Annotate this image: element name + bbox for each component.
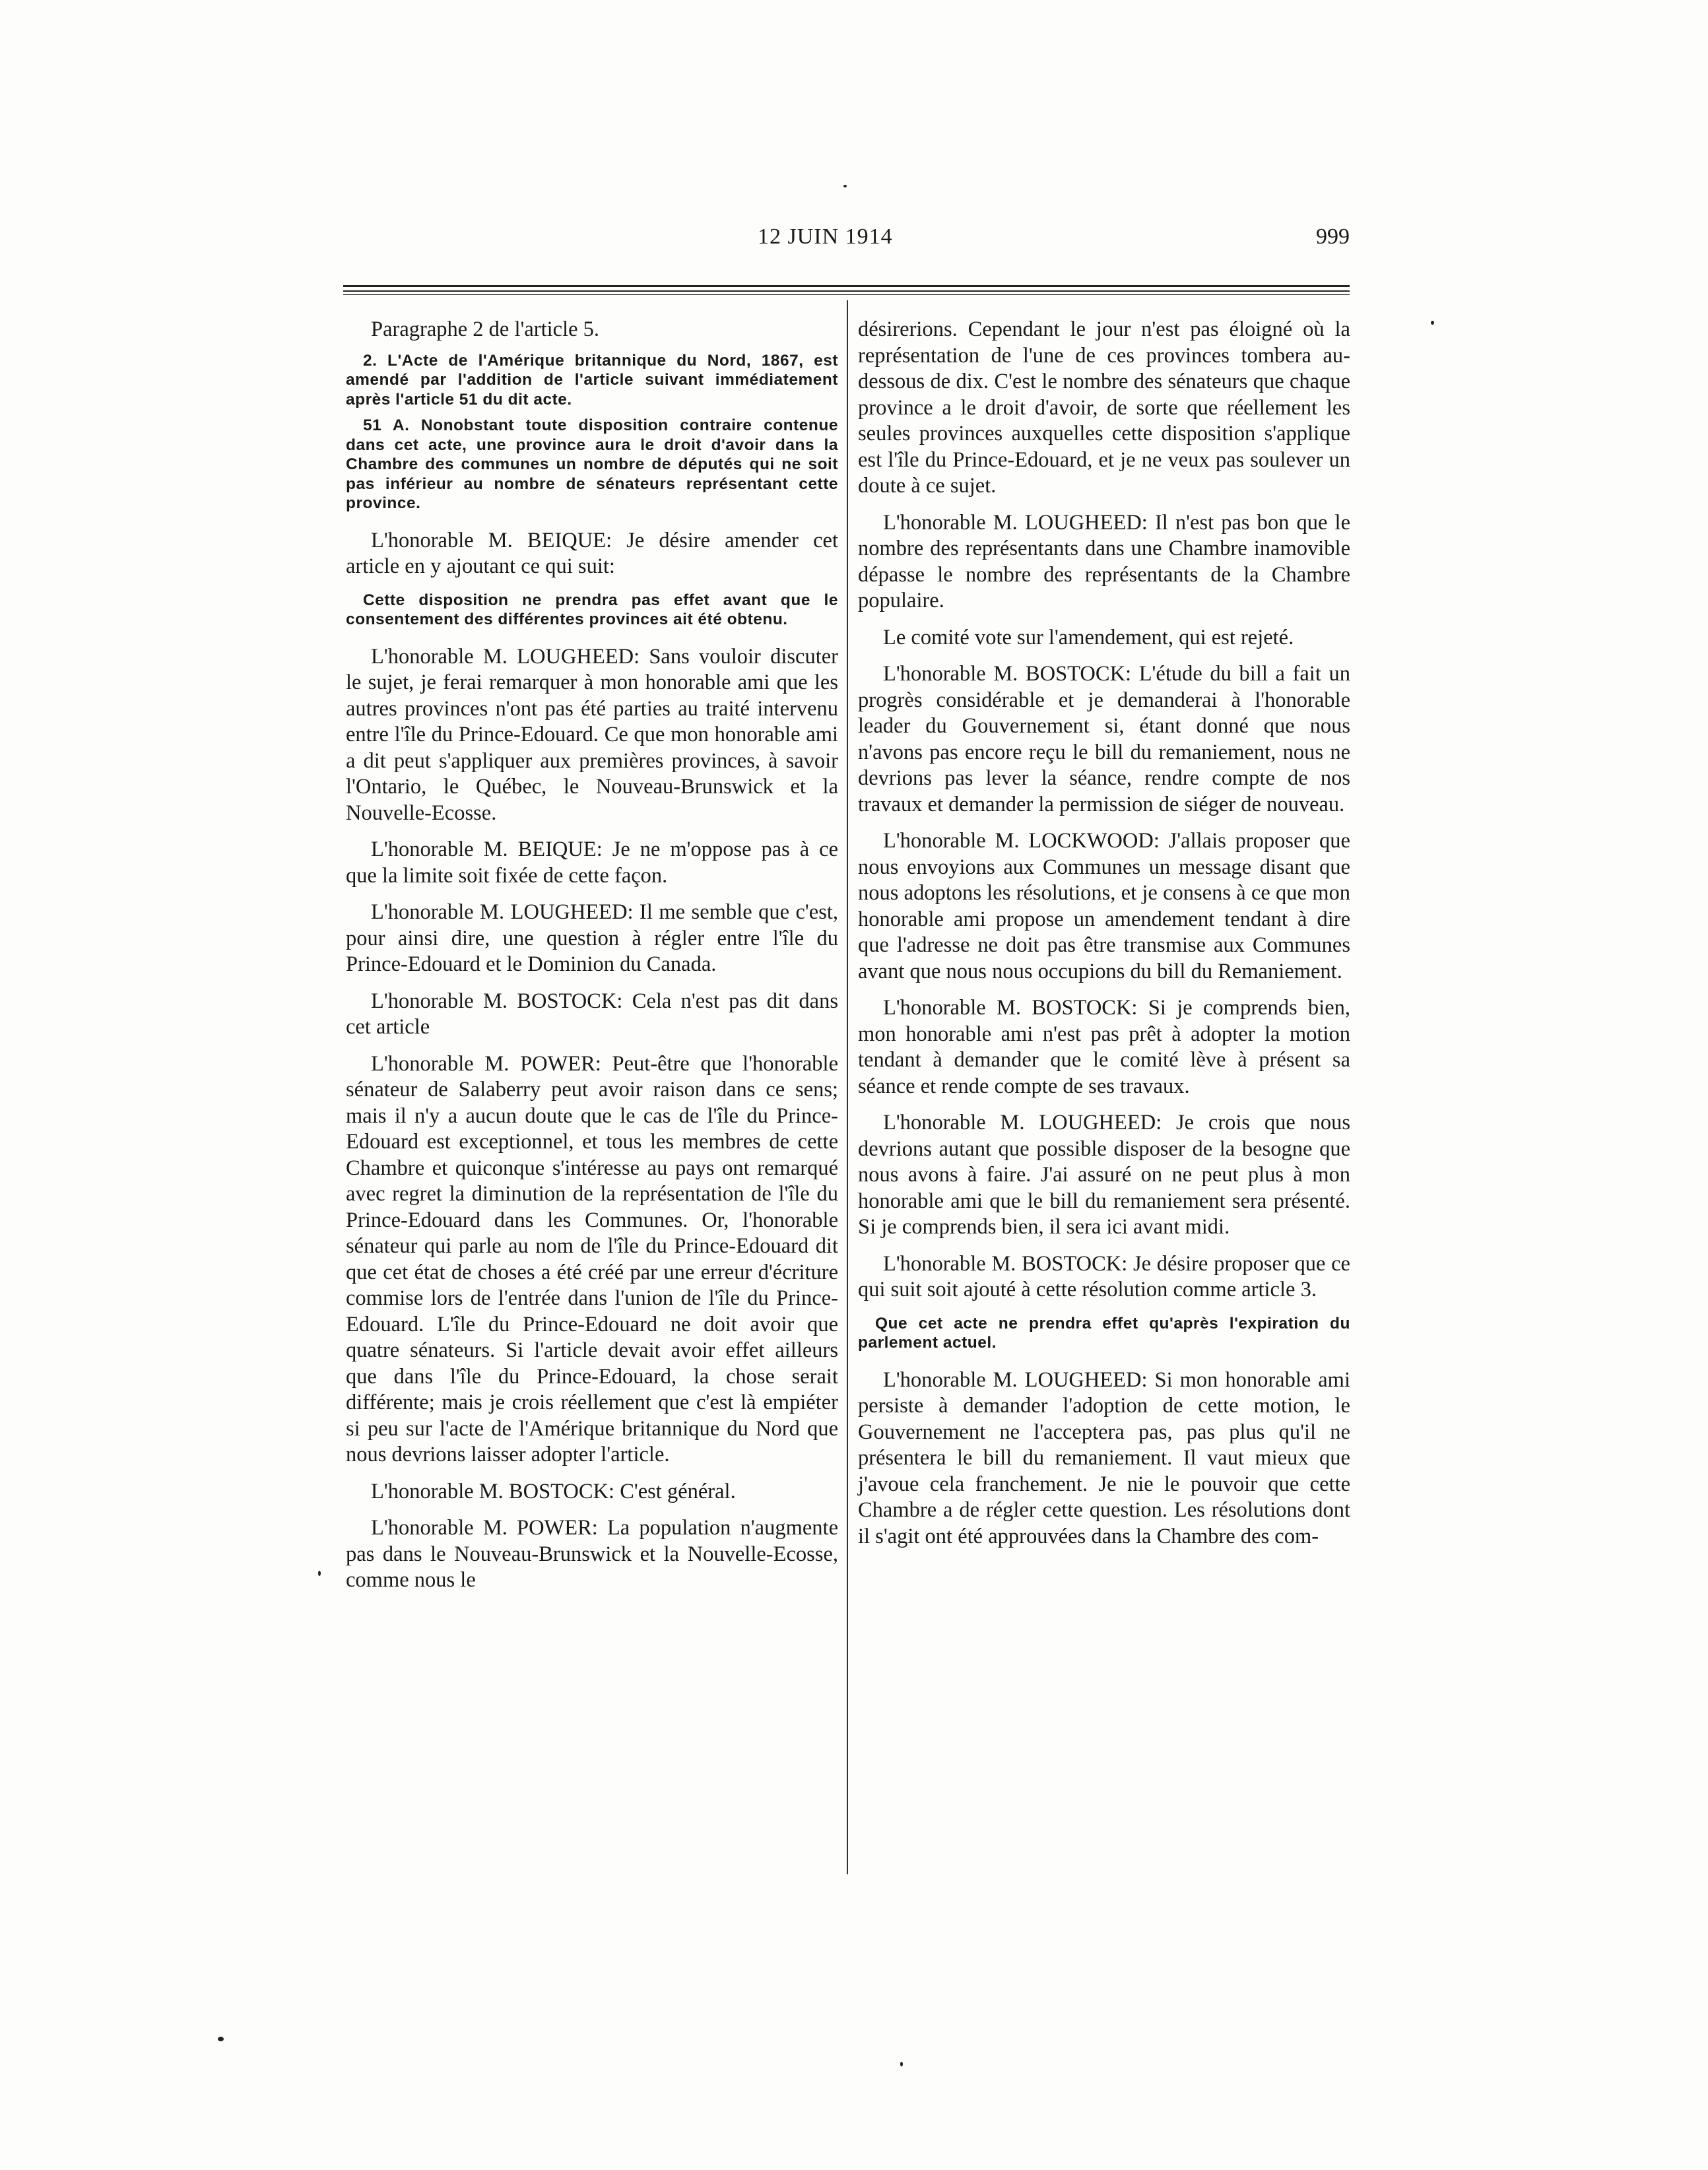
speech-paragraph: L'honorable M. POWER: Peut-être que l'honorable sénateur de Salaberry peut avoir raison dans ce sens; mais il n'y a aucun doute que le cas de l'île du Prince-Edouard est exceptionnel, et tous les membres de cette Chambre et quiconque s'intéresse au pays ont remarqué avec regret la diminution de la représentation de l'île du Prince-Edouard dans les Communes. Or, l'honorable sénateur qui parle au nom de l'île du Prince-Edouard dit que cet état de choses a été créé par une erreur d'écriture commise lors de l'entrée dans l'union de l'île du Prince-Edouard. L'île du Prince-Edouard ne doit avoir que quatre sénateurs. Si l'article devait avoir effet ailleurs que dans l'île du Prince-Edouard, la chose serait différente; mais je crois réellement que c'est là empiéter si peu sur l'acte de l'Amérique britannique du Nord que nous devrions laisser adopter l'article. <box>346 1051 838 1466</box>
page-date: 12 JUIN 1914 <box>758 224 893 249</box>
speech-paragraph: désirerions. Cependant le jour n'est pas éloigné où la représentation de l'une de ces provinces tombera au-dessous de dix. C'est le nombre des sénateurs que chaque province a le droit d'avoir, de sorte que réellement les seules provinces auxquelles cette disposition s'applique est l'île du Prince-Edouard, et je ne veux pas soulever un doute à ce sujet. <box>858 317 1350 498</box>
header-rule <box>343 294 1350 295</box>
quoted-text: 51 A. Nonobstant toute disposition contraire contenue dans cet acte, une province aura le droit d'avoir dans la Chambre des communes un nombre de députés qui ne soit pas inférieur au nombre de sénateurs représentant cette province. <box>346 416 838 512</box>
speech-paragraph: L'honorable M. BOSTOCK: Si je comprends bien, mon honorable ami n'est pas prêt à adopter la motion tendant à demander que le comité lève à présent sa séance et rende compte de ses travaux. <box>858 996 1350 1098</box>
speech-paragraph: L'honorable M. BOSTOCK: C'est général. <box>371 1479 736 1503</box>
header-rule <box>343 290 1350 292</box>
scan-speck <box>218 2037 224 2041</box>
scan-speck <box>900 2062 903 2066</box>
speech-paragraph: L'honorable M. LOUGHEED: Il me semble que c'est, pour ainsi dire, une question à régler entre l'île du Prince-Edouard et le Dominion du Canada. <box>346 900 838 976</box>
speech-paragraph: L'honorable M. LOUGHEED: Si mon honorable ami persiste à demander l'adoption de cette motion, le Gouvernement ne l'acceptera pas, pas plus qu'il ne présentera le bill du remaniement. Il vaut mieux que j'avoue cela franchement. Je nie le pouvoir que cette Chambre a de régler cette question. Les résolutions dont il s'agit ont été approuvées dans la Chambre des com- <box>858 1367 1350 1548</box>
quoted-text: 2. L'Acte de l'Amérique britannique du Nord, 1867, est amendé par l'addition de l'article suivant immédiatement après l'article 51 du dit acte. <box>346 351 838 409</box>
quoted-text: Que cet acte ne prendra effet qu'après l'expiration du parlement actuel. <box>858 1314 1350 1352</box>
scan-speck <box>1431 321 1434 325</box>
speech-paragraph: L'honorable M. LOUGHEED: Sans vouloir discuter le sujet, je ferai remarquer à mon honorable ami que les autres provinces n'ont pas été parties au traité intervenu entre l'île du Prince-Edouard. Ce que mon honorable ami a dit peut s'appliquer aux premières provinces, à savoir l'Ontario, le Québec, le Nouveau-Brunswick et la Nouvelle-Ecosse. <box>346 644 838 825</box>
quoted-text: Cette disposition ne prendra pas effet avant que le consentement des différentes provinces ait été obtenu. <box>346 591 838 628</box>
scan-speck <box>843 185 847 187</box>
page-header <box>343 224 1350 264</box>
speech-paragraph: L'honorable M. POWER: La population n'augmente pas dans le Nouveau-Brunswick et la Nouvelle-Ecosse, comme nous le <box>346 1516 838 1592</box>
speech-paragraph: L'honorable M. BEIQUE: Je ne m'oppose pas à ce que la limite soit fixée de cette façon. <box>346 838 838 888</box>
speech-paragraph: L'honorable M. LOCKWOOD: J'allais proposer que nous envoyions aux Communes un message disant que nous adoptons les résolutions, et je consens à ce que mon honorable ami propose un amendement tendant à dire que l'adresse ne doit pas être transmise aux Communes avant que nous nous occupions du bill du Remaniement. <box>858 829 1350 983</box>
speech-paragraph: Le comité vote sur l'amendement, qui est rejeté. <box>883 625 1294 649</box>
speech-paragraph: L'honorable M. LOUGHEED: Il n'est pas bon que le nombre des représentants dans une Chambre inamovible dépasse le nombre des représentants de la Chambre populaire. <box>858 510 1350 612</box>
speech-paragraph: L'honorable M. BOSTOCK: Je désire proposer que ce qui suit soit ajouté à cette résolution comme article 3. <box>858 1251 1350 1301</box>
column-divider <box>847 300 848 1874</box>
header-rule <box>343 285 1350 287</box>
speech-paragraph: L'honorable M. BOSTOCK: L'étude du bill a fait un progrès considérable et je demanderai à l'honorable leader du Gouvernement si, étant donné que nous n'avons pas encore reçu le bill du remaniement, nous ne devrions pas lever la séance, rendre compte de nos travaux et demander la permission de siéger de nouveau. <box>858 662 1350 816</box>
speech-paragraph: L'honorable M. BOSTOCK: Cela n'est pas dit dans cet article <box>346 989 838 1039</box>
speech-paragraph: L'honorable M. LOUGHEED: Je crois que nous devrions autant que possible disposer de la besogne que nous avons à faire. J'ai assuré on ne peut plus à mon honorable ami que le bill du remaniement sera présenté. Si je comprends bien, il sera ici avant midi. <box>858 1111 1350 1239</box>
left-column <box>346 317 838 1604</box>
section-heading: Paragraphe 2 de l'article 5. <box>371 317 600 341</box>
scan-speck <box>318 1571 321 1576</box>
page-number: 999 <box>1316 224 1350 249</box>
right-column <box>858 317 1350 1560</box>
speech-paragraph: L'honorable M. BEIQUE: Je désire amender cet article en y ajoutant ce qui suit: <box>346 528 838 578</box>
